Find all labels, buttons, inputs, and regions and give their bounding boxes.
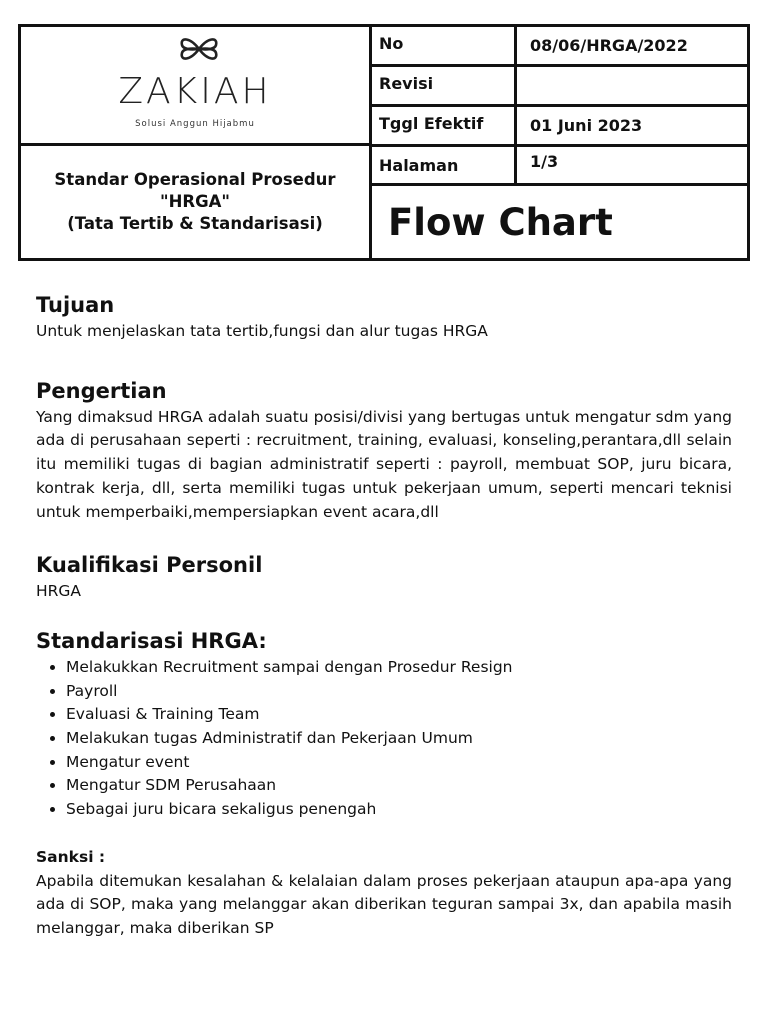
logo-tagline: Solusi Anggun Hijabmu [135,119,255,129]
section-heading-sanksi: Sanksi : [36,847,106,866]
document-title: Flow Chart [388,201,613,244]
sop-title-line3: (Tata Tertib & Standarisasi) [67,214,323,233]
section-heading-pengertian: Pengertian [36,378,167,403]
section-heading-tujuan: Tujuan [36,293,115,317]
bow-knot-icon [176,33,222,65]
document-header [18,24,750,261]
sop-title-line2: "HRGA" [159,192,231,211]
field-label: Revisi [372,67,517,104]
field-row-revisi [372,67,747,107]
document-body [36,290,732,941]
list-item: • Evaluasi & Training Team [66,703,732,727]
field-label: Tggl Efektif [372,107,517,144]
list-item: • Payroll [66,680,732,704]
field-row-halaman [372,146,747,186]
field-label: No [372,27,517,64]
field-value: 01 Juni 2023 [530,116,643,135]
field-value: 08/06/HRGA/2022 [530,36,688,55]
section-text-pengertian: Yang dimaksud HRGA adalah suatu posisi/divisi yang bertugas untuk mengatur sdm yang ada di perusahaan seperti : recruitment, training, evaluasi, konseling,perantara,dll selain itu memiliki tugas di bagian administratif seperti : payroll, membuat SOP, juru bicara, kontrak kerja, dll, serta memiliki tugas untuk pekerjaan umum, seperti mencari teknisi untuk memperbaiki,mempersiapkan event acara,dll [36,407,732,521]
list-item: • Mengatur event [66,751,732,775]
field-row-no [372,27,747,67]
sop-title-cell [21,146,372,258]
sop-title-line1: Standar Operasional Prosedur [54,170,336,189]
standarisasi-list [36,656,732,822]
logo-wordmark: ZAKIAH [118,71,272,112]
list-item: • Sebagai juru bicara sekaligus penengah [66,798,732,822]
field-value: 1/3 [530,152,559,171]
section-heading-standarisasi: Standarisasi HRGA: [36,628,267,653]
list-item: • Melakukkan Recruitment sampai dengan Prosedur Resign [66,656,732,680]
field-row-tggl-efektif [372,107,747,147]
logo-cell [21,27,372,146]
section-heading-kualifikasi: Kualifikasi Personil [36,553,263,578]
list-item: • Melakukan tugas Administratif dan Pekerjaan Umum [66,727,732,751]
section-text-sanksi: Apabila ditemukan kesalahan & kelalaian dalam proses pekerjaan ataupun apa-apa yang ada di SOP, maka yang melanggar akan diberikan teguran sampai 3x, dan apabila masih melanggar, maka diberikan SP [36,871,732,937]
field-label: Halaman [372,146,517,183]
list-item: • Mengatur SDM Perusahaan [66,774,732,798]
section-text-tujuan: Untuk menjelaskan tata tertib,fungsi dan alur tugas HRGA [36,322,488,340]
section-text-kualifikasi: HRGA [36,582,82,601]
